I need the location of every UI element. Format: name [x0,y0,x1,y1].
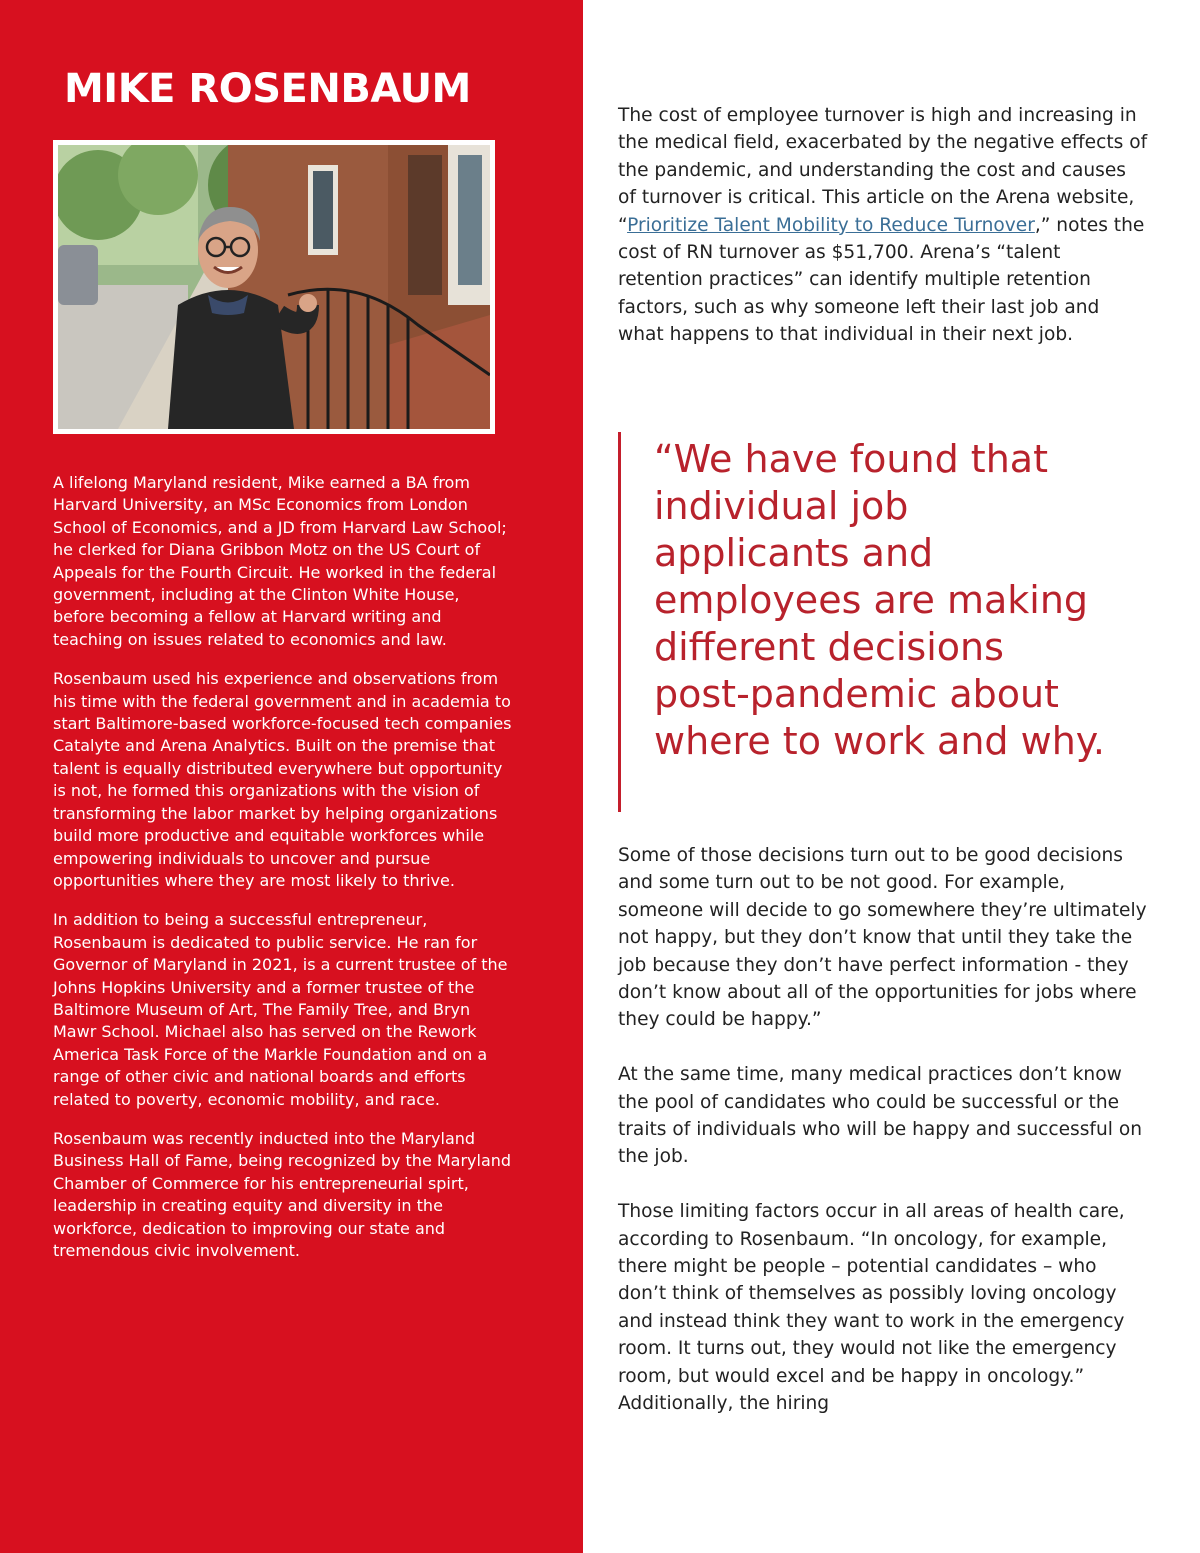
bio-paragraph: Rosenbaum was recently inducted into the Maryland Business Hall of Fame, being recognized by the Maryland Chamber of Commerce for his entrepreneurial spirt, leadership in creating equity and diversity in the workforce, dedication to improving our state and tremendous civic involvement. [53,1128,512,1260]
body-paragraph: Some of those decisions turn out to be good decisions and some turn out to be not good. For example, someone will decide to go somewhere they’re ultimately not happy, but they don’t know that until they take the job because they don’t have perfect information - they don’t know about all of the opportunities for jobs where they could be happy.” [618,845,1147,1031]
pull-quote: “We have found that individual job applicants and employees are making different decisions post-pandemic about where to work and why. [618,432,1108,812]
bio-paragraph: A lifelong Maryland resident, Mike earned a BA from Harvard University, an MSc Economics from London School of Economics, and a JD from Harvard Law School; he clerked for Diana Gribbon Motz on the US Court of Appeals for the Fourth Circuit. He worked in the federal government, including at the Clinton White House, before becoming a fellow at Harvard writing and teaching on issues related to economics and law. [53,473,507,649]
profile-bio [53,472,513,1279]
article-body [618,842,1148,1445]
bio-paragraph: In addition to being a successful entrepreneur, Rosenbaum is dedicated to public service. He ran for Governor of Maryland in 2021, is a current trustee of the Johns Hopkins University and a former trustee of the Baltimore Museum of Art, The Family Tree, and Bryn Mawr School. Michael also has served on the Rework America Task Force of the Markle Foundation and on a range of other civic and national boards and efforts related to poverty, economic mobility, and race. [53,910,508,1109]
bio-paragraph: Rosenbaum used his experience and observations from his time with the federal government and in academia to start Baltimore-based workforce-focused tech companies Catalyte and Arena Analytics. Built on the premise that talent is equally distributed everywhere but opportunity is not, he formed this organizations with the vision of transforming the labor market by helping organizations build more productive and equitable workforces while empowering individuals to uncover and pursue opportunities where they are most likely to thrive. [53,669,512,890]
profile-sidebar [0,0,583,1553]
portrait-photo [58,145,490,429]
portrait-photo-frame [53,140,495,434]
intro-text-continued: ,” notes the cost of RN turnover as $51,700. Arena’s “talent retention practices” can identify multiple retention factors, such as why someone left their last job and what happens to that individual in their next job. [618,214,1145,346]
body-paragraph: Those limiting factors occur in all areas of health care, according to Rosenbaum. “In oncology, for example, there might be people – potential candidates – who don’t think of themselves as possibly loving oncology and instead think they want to work in the emergency room. It turns out, they would not like the emergency room, but would excel and be happy in oncology.” Additionally, the hiring [618,1201,1125,1415]
article-intro [618,102,1148,349]
intro-paragraph [618,102,1148,349]
article-link[interactable]: Prioritize Talent Mobility to Reduce Turnover [627,214,1035,236]
profile-name: MIKE ROSENBAUM [64,66,471,112]
intro-text: The cost of employee turnover is high and increasing in the medical field, exacerbated by the negative effects of the pandemic, and understanding the cost and causes of turnover is critical. This article on the Arena website, “ [618,105,1148,236]
body-paragraph: At the same time, many medical practices don’t know the pool of candidates who could be successful or the traits of individuals who will be happy and successful on the job. [618,1064,1142,1168]
